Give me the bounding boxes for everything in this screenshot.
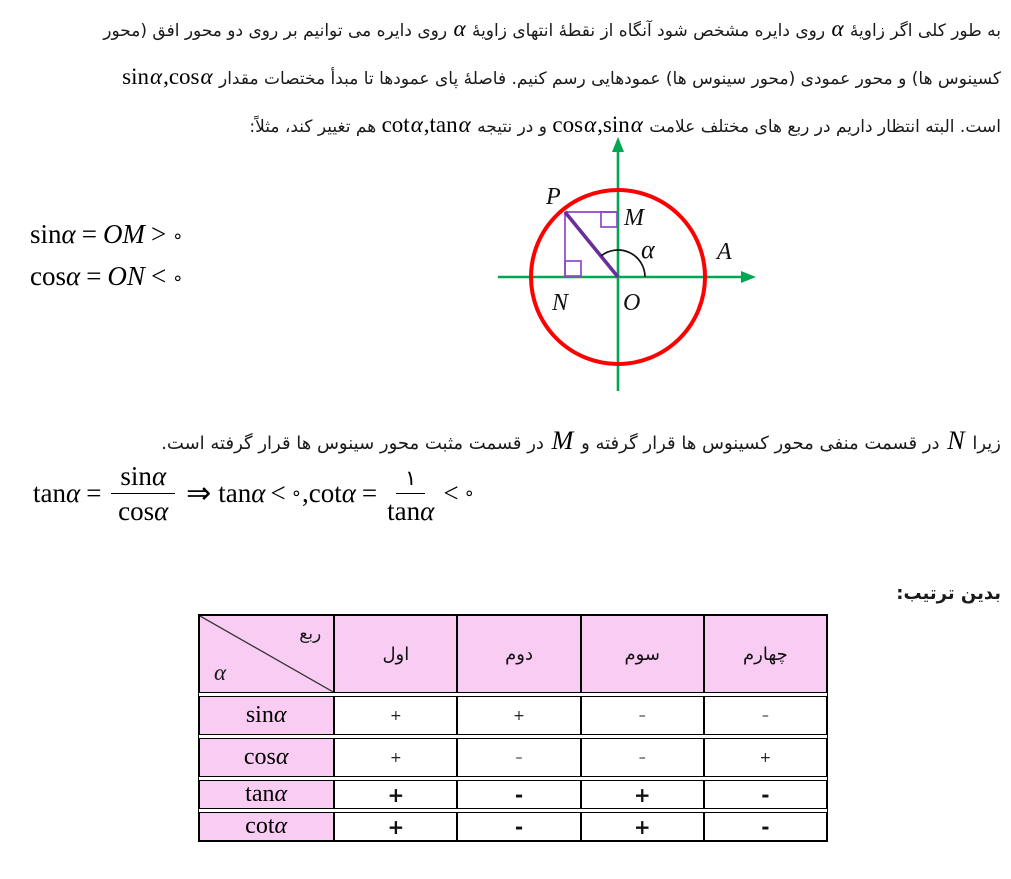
eq-segment: OM [102,219,145,249]
column-header-third: سوم [581,615,704,693]
point-label-o: O [623,290,641,316]
table-corner-cell [199,615,334,693]
paragraph-line-1 [8,6,1001,54]
text-run: است. البته انتظار داریم در ربع های مختلف علامت [643,117,1001,137]
text-run: به طور کلی اگر زاویهٔ [844,21,1001,41]
text-run: در قسمت مثبت محور سینوس ها قرار گرفته است. [161,433,550,454]
row-label: cotα [199,812,334,841]
eq-var: α [66,261,81,291]
eq-rel: = [86,478,102,509]
eq-var: α [251,478,266,509]
fraction-numerator: sinα [111,462,175,494]
eq-rel: < [270,478,286,509]
column-header-fourth: چهارم [704,615,827,693]
eq-var: α [66,478,81,509]
text-run: در قسمت منفی محور کسینوس ها قرار گرفته و [575,433,946,454]
eq-comma: , [301,478,309,509]
text-run: روی دایره می توانیم بر روی دو محور افق (محور [103,21,453,41]
sign-cell: + [334,780,457,809]
eq-var: α [341,478,356,509]
paragraph-line-2 [8,54,1001,102]
sign-table [198,614,828,842]
table-row-tan [199,780,827,809]
sign-cell: - [457,780,580,809]
math-alpha: α [453,16,466,41]
angle-label-alpha: α [641,235,655,264]
unit-circle-diagram [480,135,770,400]
math-var-m: M [551,426,574,455]
eq-fn: tan [218,478,252,509]
eq-segment: ON [107,261,145,291]
eq-var: α [61,219,76,249]
point-label-a: A [717,239,732,265]
eq-rel: < [443,478,459,509]
equation-sin [30,219,183,250]
row-label: cosα [199,738,334,777]
x-axis-arrow-icon [741,271,756,283]
eq-fn: sin [30,219,62,249]
implies-arrow-icon: ⇒ [186,477,212,511]
sign-cell: + [334,738,457,777]
point-label-n: N [552,290,569,316]
explanation-sentence [161,421,1001,464]
right-angle-marker-n [565,261,581,276]
eq-fn: tan [33,478,66,509]
sign-cell: + [457,696,580,735]
sign-cell: - [457,812,580,841]
corner-label-alpha: α [214,660,227,685]
sign-cell: + [334,812,457,841]
point-label-p: P [546,184,561,210]
fraction-denominator: cosα [118,496,169,527]
sign-cell: + [704,738,827,777]
eq-rel: > [150,219,167,249]
fraction-one-over-tan [387,462,434,526]
table-row-cot [199,812,827,841]
fraction-numerator: ۱ [396,462,425,494]
persian-zero: ∘ [463,483,475,505]
text-run: زیرا [966,433,1001,454]
eq-rel: = [361,478,378,509]
right-angle-marker-m [601,212,617,227]
text-run: هم تغییر کند، مثلاً: [249,117,382,137]
sign-cell: – [704,696,827,735]
order-heading: بدین ترتیب: [896,583,1001,604]
eq-fn: cos [30,261,66,291]
equation-cos [30,261,183,292]
row-label: tanα [199,780,334,809]
math-run-cossin: cosα,sinα [552,112,643,137]
sign-cell: – [457,738,580,777]
table-row-sin [199,696,827,735]
table-header-row [199,615,827,693]
equation-tan-cot [33,462,475,526]
radius-op [565,212,618,277]
y-axis-arrow-icon [612,137,624,152]
persian-zero: ∘ [172,268,184,289]
sign-cell: + [581,812,704,841]
sign-cell: – [581,738,704,777]
sign-cell: - [704,780,827,809]
fraction-sin-over-cos [111,462,175,526]
column-header-second: دوم [457,615,580,693]
table-row-cos [199,738,827,777]
text-run: کسینوس ها) و محور عمودی (محور سینوس ها) عمودهایی رسم کنیم. فاصلهٔ پای عمودها تا مبدأ مختصات مقدار [213,69,1001,89]
persian-zero: ∘ [290,483,302,505]
sign-cell: - [704,812,827,841]
text-run: و در نتیجه [471,117,553,137]
math-run-sincos: sinα,cosα [122,64,213,89]
eq-rel: = [86,261,102,291]
sign-cell: + [334,696,457,735]
persian-zero: ∘ [172,226,184,247]
fraction-denominator: tanα [387,496,435,527]
point-label-m: M [624,205,644,231]
text-run: روی دایره مشخص شود آنگاه از نقطهٔ انتهای زاویهٔ [466,21,831,41]
row-label: sinα [199,696,334,735]
math-alpha: α [831,16,844,41]
corner-label-quadrant: ربع [299,624,322,644]
eq-rel: = [81,219,97,249]
intro-paragraph [8,6,1001,150]
column-header-first: اول [334,615,457,693]
eq-rel: < [150,261,167,291]
eq-fn: cot [308,478,342,509]
math-var-n: N [947,426,965,455]
sign-cell: – [581,696,704,735]
sign-cell: + [581,780,704,809]
math-run-cottan: cotα,tanα [381,112,471,137]
